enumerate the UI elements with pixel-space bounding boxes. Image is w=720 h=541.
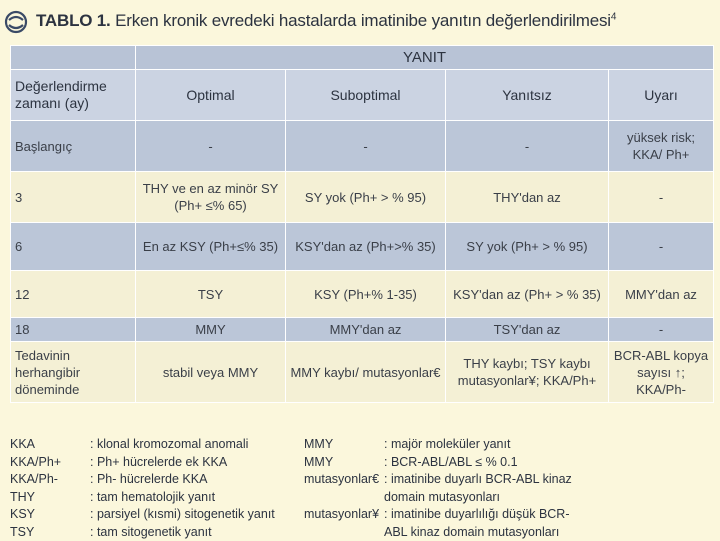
column-header: Uyarı [609, 70, 714, 121]
table-cell: - [286, 121, 446, 172]
table-row [11, 121, 714, 172]
table-group-header-blank [11, 46, 136, 70]
table-title-text: Erken kronik evredeki hastalarda imatinibe yanıtın değerlendirilmesi [115, 11, 611, 30]
table-cell: SY yok (Ph+ > % 95) [446, 223, 609, 271]
legend-def: : tam hematolojik yanıt [90, 489, 215, 507]
legend-abbr: KKA/Ph- [10, 471, 58, 489]
legend-item [10, 506, 300, 524]
legend-def: domain mutasyonları [384, 489, 500, 507]
legend-item [304, 471, 714, 489]
table-title [36, 11, 616, 31]
legend-item [304, 454, 714, 472]
table-cell: MMY [136, 318, 286, 342]
table-cell: - [609, 223, 714, 271]
response-table [10, 45, 714, 403]
legend-def: : parsiyel (kısmi) sitogenetik yanıt [90, 506, 275, 524]
title-bar [0, 0, 720, 42]
column-header-row [11, 70, 714, 121]
table-row [11, 223, 714, 271]
legend-abbr: mutasyonlar€ [304, 471, 379, 489]
table-cell: - [609, 172, 714, 223]
legend-item [10, 524, 300, 541]
legend-def: : Ph- hücrelerde KKA [90, 471, 207, 489]
legend-item [10, 436, 300, 454]
column-header: Suboptimal [286, 70, 446, 121]
table-row [11, 342, 714, 403]
table-cell: stabil veya MMY [136, 342, 286, 403]
legend-def: : imatinibe duyarlı BCR-ABL kinaz [384, 471, 572, 489]
table-cell: 6 [11, 223, 136, 271]
legend-abbr: MMY [304, 436, 333, 454]
column-header: Yanıtsız [446, 70, 609, 121]
legend-def: : BCR-ABL/ABL ≤ % 0.1 [384, 454, 518, 472]
table-cell: MMY kaybı/ mutasyonlar€ [286, 342, 446, 403]
table-title-label: TABLO 1. [36, 11, 111, 30]
table-title-ref: 4 [611, 11, 616, 22]
table-cell: Başlangıç [11, 121, 136, 172]
table-cell: TSY'dan az [446, 318, 609, 342]
legend-item [10, 471, 300, 489]
legend-def: ABL kinaz domain mutasyonları [384, 524, 559, 541]
table-cell: yüksek risk; KKA/ Ph+ [609, 121, 714, 172]
legend-item [304, 524, 714, 541]
table-row [11, 271, 714, 318]
legend-item [304, 436, 714, 454]
table-group-header: YANIT [136, 46, 714, 70]
journal-logo-icon [4, 8, 28, 36]
legend-abbr: mutasyonlar¥ [304, 506, 379, 524]
table-cell: 18 [11, 318, 136, 342]
legend-item [304, 506, 714, 524]
group-header-row [11, 46, 714, 70]
table-cell: Tedavinin herhangibir döneminde [11, 342, 136, 403]
table-cell: MMY'dan az [286, 318, 446, 342]
table-cell: THY'dan az [446, 172, 609, 223]
legend-abbr: MMY [304, 454, 333, 472]
legend-abbr: KKA/Ph+ [10, 454, 61, 472]
table-cell: En az KSY (Ph+≤% 35) [136, 223, 286, 271]
legend-def: : tam sitogenetik yanıt [90, 524, 212, 541]
legend-def: : imatinibe duyarlılığı düşük BCR- [384, 506, 570, 524]
legend-abbr: TSY [10, 524, 34, 541]
legend-right [304, 436, 714, 541]
legend-item [10, 454, 300, 472]
table-row [11, 318, 714, 342]
table-cell: - [609, 318, 714, 342]
legend-abbr: KSY [10, 506, 35, 524]
table-cell: - [446, 121, 609, 172]
legend-left [10, 436, 300, 541]
table-cell: MMY'dan az [609, 271, 714, 318]
table-cell: THY kaybı; TSY kaybı mutasyonlar¥; KKA/Ph+ [446, 342, 609, 403]
legend-item [304, 489, 714, 507]
table-cell: KSY'dan az (Ph+>% 35) [286, 223, 446, 271]
table-cell: TSY [136, 271, 286, 318]
table-cell: 3 [11, 172, 136, 223]
legend-abbr: KKA [10, 436, 35, 454]
column-header: Optimal [136, 70, 286, 121]
column-header: Değerlendirme zamanı (ay) [11, 70, 136, 121]
table-cell: KSY (Ph+% 1-35) [286, 271, 446, 318]
table-cell: - [136, 121, 286, 172]
table-cell: 12 [11, 271, 136, 318]
table-cell: KSY'dan az (Ph+ > % 35) [446, 271, 609, 318]
table-row [11, 172, 714, 223]
table-cell: BCR-ABL kopya sayısı ↑; KKA/Ph- [609, 342, 714, 403]
legend-def: : majör moleküler yanıt [384, 436, 510, 454]
legend-def: : klonal kromozomal anomali [90, 436, 248, 454]
table-cell: SY yok (Ph+ > % 95) [286, 172, 446, 223]
legend-item [10, 489, 300, 507]
legend-def: : Ph+ hücrelerde ek KKA [90, 454, 227, 472]
legend-abbr: THY [10, 489, 35, 507]
table-cell: THY ve en az minör SY (Ph+ ≤% 65) [136, 172, 286, 223]
